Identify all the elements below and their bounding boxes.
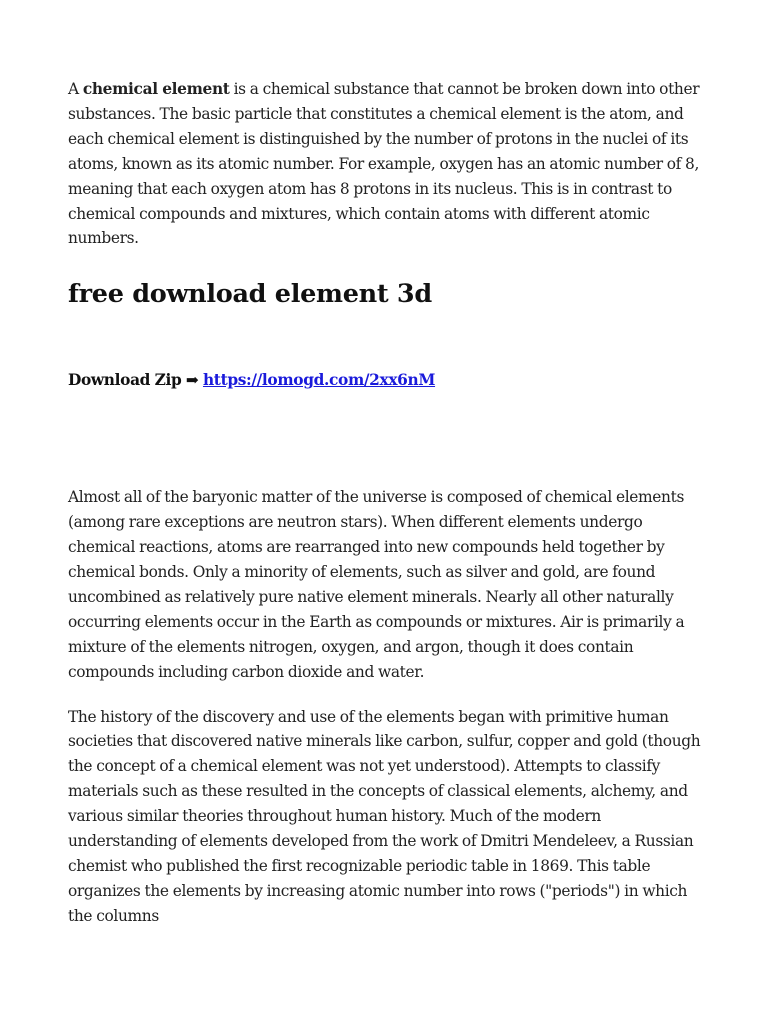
body-paragraph-baryonic: Almost all of the baryonic matter of the universe is composed of chemical elements (among rare exceptions are neutron stars). When different elements undergo chemical reactions, atoms are rearranged into new compounds held together by chemical bonds. Only a minority of elements, such as silver and gold, are found uncombined as relatively pure native element minerals. Nearly all other naturally occurring elements occur in the Earth as compounds or mixtures. Air is primarily a mixture of the elements nitrogen, oxygen, and argon, though it does contain compounds including carbon dioxide and water. — [68, 488, 685, 681]
body-paragraph-history: The history of the discovery and use of the elements began with primitive human societies that discovered native minerals like carbon, sulfur, copper and gold (though the concept of a chemical element was not yet understood). Attempts to classify materials such as these resulted in the concepts of classical elements, alchemy, and various similar theories throughout human history. Much of the modern understanding of elements developed from the work of Dmitri Mendeleev, a Russian chemist who published the first recognizable periodic table in 1869. This table organizes the elements by increasing atomic number into rows ("periods") in which the columns — [68, 707, 701, 925]
intro-paragraph — [68, 77, 708, 251]
intro-bold-term: chemical element — [82, 80, 230, 98]
intro-rest: is a chemical substance that cannot be broken down into other substances. The basic particle that constitutes a chemical element is the atom, and each chemical element is distinguished by the number of protons in the nuclei of its atoms, known as its atomic number. For example, oxygen has an atomic number of 8, meaning that each oxygen atom has 8 protons in its nucleus. This is in contrast to chemical compounds and mixtures, which contain atoms with different atomic numbers. — [68, 80, 700, 248]
page-heading: free download element 3d — [68, 279, 432, 310]
download-link[interactable]: https://lomogd.com/2xx6nM — [202, 371, 436, 390]
document-page — [68, 77, 708, 929]
download-label: Download Zip ➡ — [68, 371, 203, 390]
download-line — [68, 368, 708, 393]
intro-prefix: A — [68, 80, 83, 98]
